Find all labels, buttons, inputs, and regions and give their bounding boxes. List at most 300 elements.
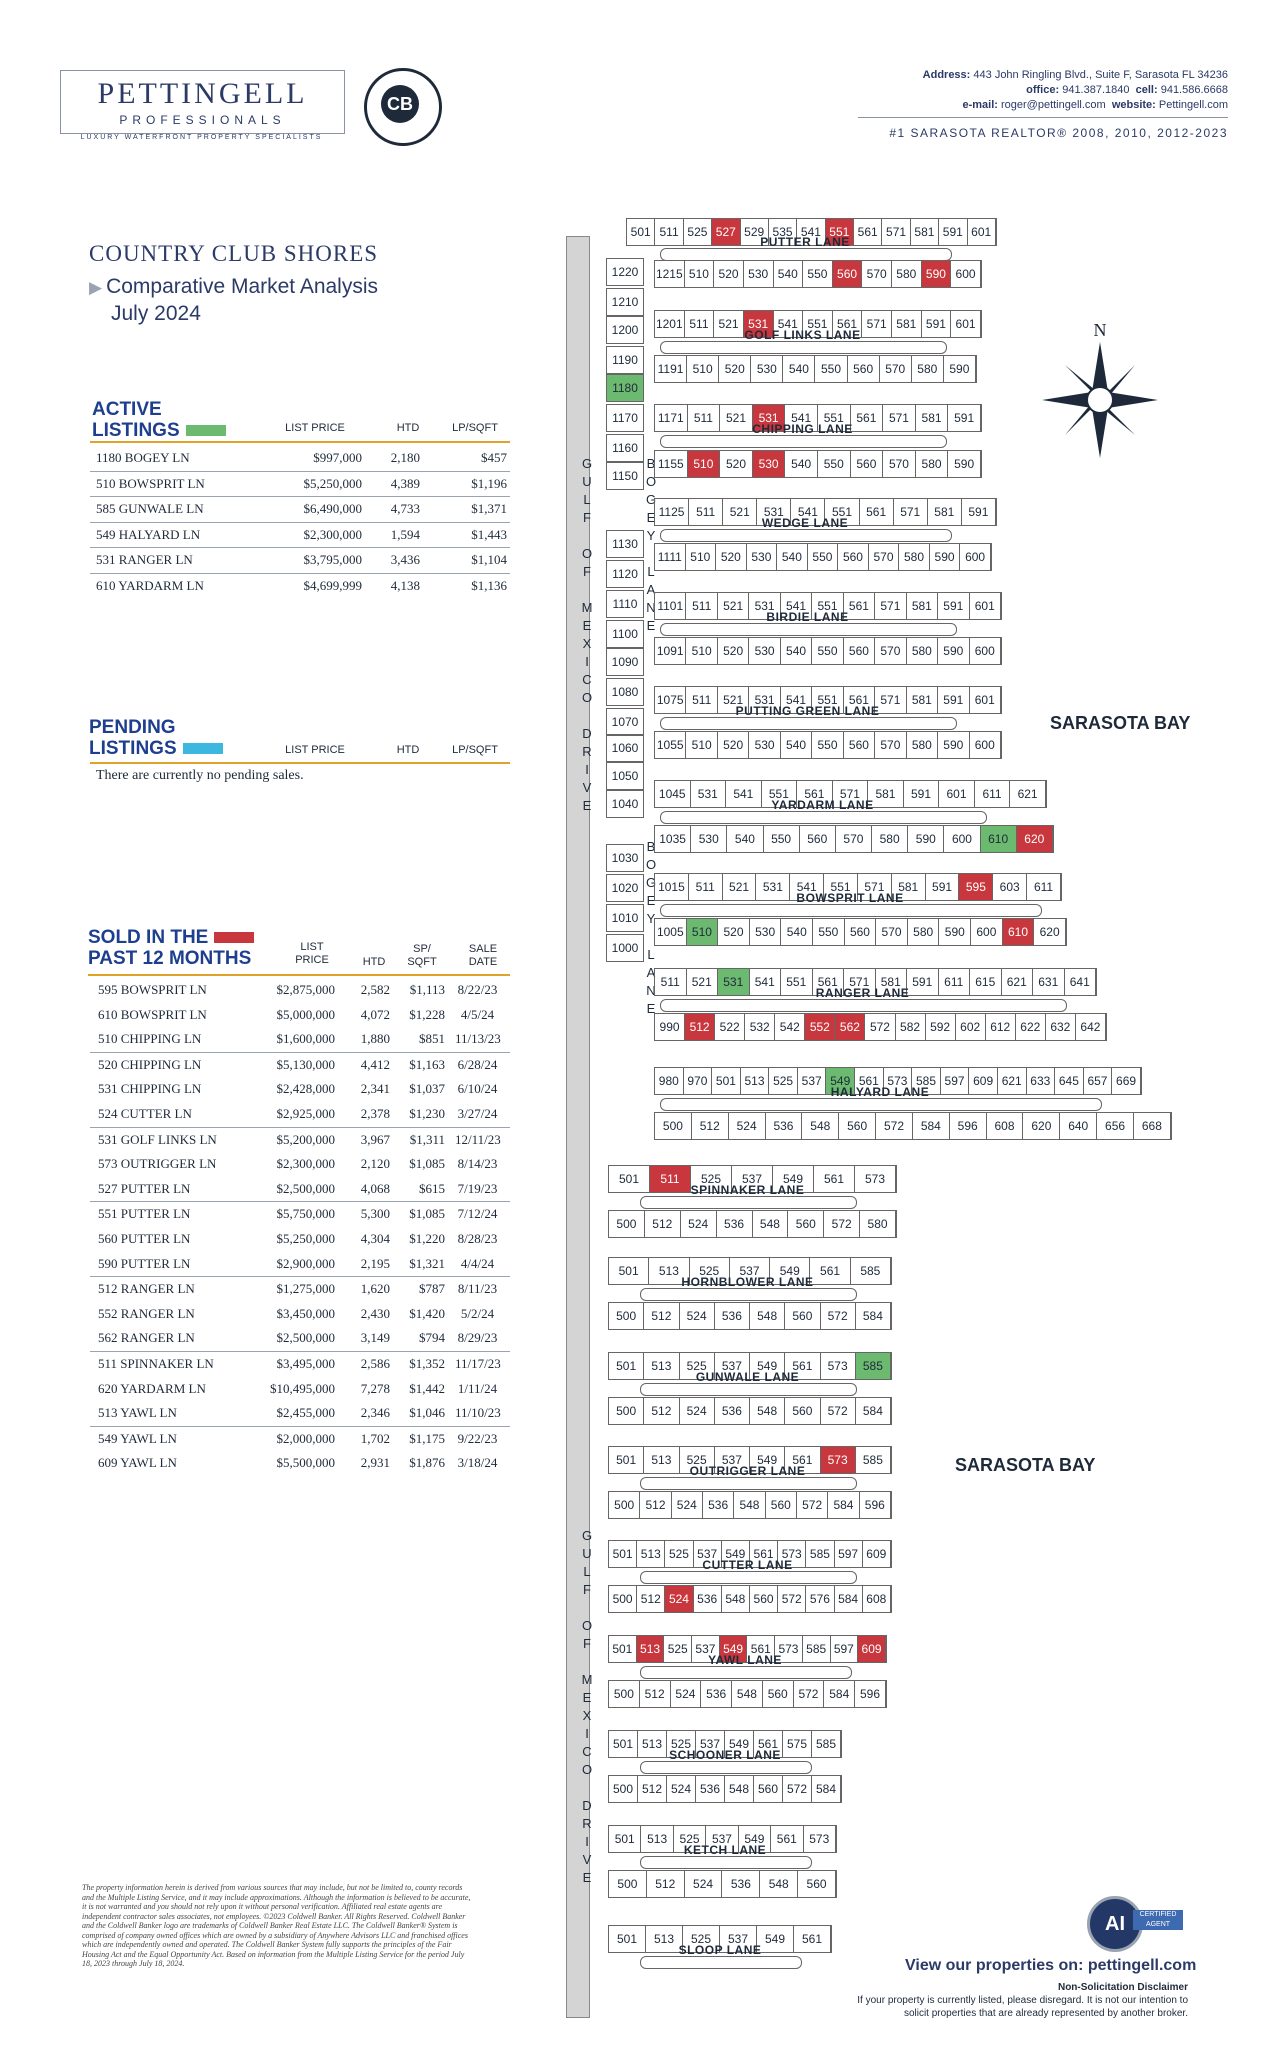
bogey-west-lot[interactable]: 1180: [606, 374, 644, 402]
lot-591[interactable]: 591: [948, 405, 981, 431]
lot-570[interactable]: 570: [862, 261, 892, 287]
lot-573[interactable]: 573: [855, 1166, 896, 1192]
lot-513[interactable]: 513: [637, 1636, 665, 1662]
lot-645[interactable]: 645: [1055, 1068, 1084, 1094]
lot-500[interactable]: 500: [609, 1871, 647, 1897]
lot-525[interactable]: 525: [665, 1541, 693, 1567]
lot-561[interactable]: 561: [794, 1926, 831, 1952]
lot-525[interactable]: 525: [680, 1447, 715, 1473]
lot-551[interactable]: 551: [762, 781, 798, 807]
lot-584[interactable]: 584: [828, 1492, 859, 1518]
lot-621[interactable]: 621: [1002, 969, 1034, 995]
lot-524[interactable]: 524: [665, 1586, 693, 1612]
lot-537[interactable]: 537: [696, 1731, 725, 1757]
lot-591[interactable]: 591: [938, 593, 969, 619]
lot-590[interactable]: 590: [944, 356, 976, 382]
lot-600[interactable]: 600: [951, 261, 981, 287]
lot-580[interactable]: 580: [908, 919, 940, 945]
lot-520[interactable]: 520: [718, 919, 750, 945]
bogey-west-lot[interactable]: 1150: [606, 462, 644, 490]
lot-597[interactable]: 597: [831, 1636, 859, 1662]
lot-541[interactable]: 541: [781, 593, 812, 619]
lot-581[interactable]: 581: [907, 593, 938, 619]
lot-524[interactable]: 524: [680, 1398, 715, 1424]
lot-620[interactable]: 620: [1023, 1113, 1060, 1139]
lot-570[interactable]: 570: [869, 544, 900, 570]
lot-608[interactable]: 608: [987, 1113, 1024, 1139]
lot-541[interactable]: 541: [785, 405, 818, 431]
lot-561[interactable]: 561: [785, 1353, 820, 1379]
lot-541[interactable]: 541: [726, 781, 762, 807]
lot-513[interactable]: 513: [644, 1353, 679, 1379]
lot-513[interactable]: 513: [741, 1068, 770, 1094]
lot-591[interactable]: 591: [922, 311, 952, 337]
lot-610[interactable]: 610: [1003, 919, 1035, 945]
lot-548[interactable]: 548: [753, 1211, 789, 1237]
bogey-west-lot[interactable]: 1090: [606, 648, 644, 676]
lot-571[interactable]: 571: [833, 781, 869, 807]
lot-530[interactable]: 530: [744, 261, 774, 287]
lot-549[interactable]: 549: [757, 1926, 794, 1952]
lot-581[interactable]: 581: [907, 687, 938, 713]
lot-524[interactable]: 524: [680, 1303, 715, 1329]
lot-561[interactable]: 561: [860, 499, 894, 525]
lot-540[interactable]: 540: [774, 261, 804, 287]
lot-657[interactable]: 657: [1084, 1068, 1113, 1094]
lot-580[interactable]: 580: [907, 638, 938, 664]
lot-531[interactable]: 531: [744, 311, 774, 337]
bogey-west-lot[interactable]: 1130: [606, 530, 644, 558]
lot-550[interactable]: 550: [812, 732, 843, 758]
lot-571[interactable]: 571: [882, 219, 910, 245]
lot-640[interactable]: 640: [1060, 1113, 1097, 1139]
lot-541[interactable]: 541: [781, 687, 812, 713]
lot-600[interactable]: 600: [970, 638, 1001, 664]
lot-601[interactable]: 601: [970, 593, 1001, 619]
lot-611[interactable]: 611: [975, 781, 1011, 807]
lot-548[interactable]: 548: [802, 1113, 839, 1139]
lot-537[interactable]: 537: [732, 1166, 773, 1192]
lot-576[interactable]: 576: [806, 1586, 834, 1612]
lot-501[interactable]: 501: [627, 219, 655, 245]
lot-571[interactable]: 571: [844, 969, 876, 995]
lot-540[interactable]: 540: [781, 638, 812, 664]
lot-525[interactable]: 525: [664, 1636, 692, 1662]
lot-602[interactable]: 602: [956, 1014, 986, 1040]
lot-530[interactable]: 530: [749, 638, 780, 664]
lot-1015[interactable]: 1015: [655, 874, 689, 900]
lot-609[interactable]: 609: [969, 1068, 998, 1094]
lot-525[interactable]: 525: [667, 1731, 696, 1757]
lot-561[interactable]: 561: [750, 1541, 778, 1567]
lot-511[interactable]: 511: [650, 1166, 691, 1192]
lot-580[interactable]: 580: [860, 1211, 896, 1237]
lot-512[interactable]: 512: [638, 1776, 667, 1802]
lot-595[interactable]: 595: [959, 874, 993, 900]
lot-582[interactable]: 582: [896, 1014, 926, 1040]
lot-591[interactable]: 591: [938, 687, 969, 713]
lot-561[interactable]: 561: [771, 1826, 803, 1852]
lot-500[interactable]: 500: [609, 1211, 645, 1237]
lot-551[interactable]: 551: [826, 219, 854, 245]
lot-513[interactable]: 513: [649, 1258, 689, 1284]
lot-573[interactable]: 573: [821, 1447, 856, 1473]
lot-530[interactable]: 530: [750, 919, 782, 945]
lot-549[interactable]: 549: [725, 1731, 754, 1757]
lot-1191[interactable]: 1191: [655, 356, 687, 382]
lot-500[interactable]: 500: [609, 1303, 644, 1329]
lot-549[interactable]: 549: [773, 1166, 814, 1192]
lot-560[interactable]: 560: [754, 1776, 783, 1802]
lot-540[interactable]: 540: [781, 732, 812, 758]
lot-536[interactable]: 536: [694, 1586, 722, 1612]
lot-512[interactable]: 512: [644, 1303, 679, 1329]
lot-620[interactable]: 620: [1034, 919, 1066, 945]
lot-525[interactable]: 525: [769, 1068, 798, 1094]
lot-550[interactable]: 550: [812, 638, 843, 664]
lot-571[interactable]: 571: [858, 874, 892, 900]
lot-1155[interactable]: 1155: [655, 451, 688, 477]
lot-551[interactable]: 551: [812, 687, 843, 713]
lot-600[interactable]: 600: [970, 732, 1001, 758]
lot-597[interactable]: 597: [941, 1068, 970, 1094]
lot-1075[interactable]: 1075: [655, 687, 686, 713]
lot-524[interactable]: 524: [667, 1776, 696, 1802]
lot-585[interactable]: 585: [812, 1731, 841, 1757]
lot-536[interactable]: 536: [715, 1398, 750, 1424]
bogey-west-lot[interactable]: 1000: [606, 934, 644, 962]
lot-549[interactable]: 549: [722, 1541, 750, 1567]
lot-531[interactable]: 531: [691, 781, 727, 807]
lot-500[interactable]: 500: [609, 1398, 644, 1424]
lot-537[interactable]: 537: [720, 1926, 757, 1952]
lot-549[interactable]: 549: [750, 1447, 785, 1473]
lot-581[interactable]: 581: [876, 969, 908, 995]
lot-571[interactable]: 571: [883, 405, 916, 431]
lot-531[interactable]: 531: [756, 874, 790, 900]
lot-573[interactable]: 573: [775, 1636, 803, 1662]
lot-572[interactable]: 572: [821, 1303, 856, 1329]
lot-510[interactable]: 510: [686, 732, 717, 758]
lot-581[interactable]: 581: [892, 311, 922, 337]
lot-513[interactable]: 513: [641, 1826, 673, 1852]
lot-580[interactable]: 580: [872, 826, 908, 852]
lot-620[interactable]: 620: [1017, 826, 1053, 852]
lot-591[interactable]: 591: [926, 874, 960, 900]
lot-585[interactable]: 585: [856, 1353, 891, 1379]
lot-541[interactable]: 541: [750, 969, 782, 995]
lot-530[interactable]: 530: [747, 544, 778, 570]
lot-1201[interactable]: 1201: [655, 311, 685, 337]
lot-601[interactable]: 601: [939, 781, 975, 807]
lot-501[interactable]: 501: [609, 1826, 641, 1852]
lot-549[interactable]: 549: [750, 1353, 785, 1379]
lot-541[interactable]: 541: [790, 874, 824, 900]
lot-590[interactable]: 590: [948, 451, 981, 477]
lot-525[interactable]: 525: [684, 219, 712, 245]
lot-501[interactable]: 501: [609, 1258, 649, 1284]
lot-501[interactable]: 501: [609, 1447, 644, 1473]
lot-561[interactable]: 561: [851, 405, 884, 431]
lot-615[interactable]: 615: [970, 969, 1002, 995]
lot-536[interactable]: 536: [717, 1211, 753, 1237]
lot-561[interactable]: 561: [855, 1068, 884, 1094]
lot-548[interactable]: 548: [734, 1492, 765, 1518]
lot-561[interactable]: 561: [844, 593, 875, 619]
lot-585[interactable]: 585: [912, 1068, 941, 1094]
email-link[interactable]: roger@pettingell.com: [1000, 99, 1106, 111]
lot-501[interactable]: 501: [609, 1541, 637, 1567]
lot-511[interactable]: 511: [686, 593, 717, 619]
lot-521[interactable]: 521: [723, 499, 757, 525]
lot-560[interactable]: 560: [845, 919, 877, 945]
bogey-west-lot[interactable]: 1060: [606, 734, 644, 762]
lot-513[interactable]: 513: [646, 1926, 683, 1952]
lot-548[interactable]: 548: [722, 1586, 750, 1612]
lot-540[interactable]: 540: [781, 919, 813, 945]
lot-541[interactable]: 541: [774, 311, 804, 337]
lot-572[interactable]: 572: [783, 1776, 812, 1802]
bogey-west-lot[interactable]: 1210: [606, 288, 644, 316]
lot-560[interactable]: 560: [800, 826, 836, 852]
lot-590[interactable]: 590: [908, 826, 944, 852]
lot-584[interactable]: 584: [824, 1681, 855, 1707]
lot-597[interactable]: 597: [835, 1541, 863, 1567]
lot-573[interactable]: 573: [884, 1068, 913, 1094]
lot-512[interactable]: 512: [685, 1014, 715, 1040]
lot-513[interactable]: 513: [638, 1731, 667, 1757]
lot-500[interactable]: 500: [609, 1681, 640, 1707]
lot-601[interactable]: 601: [970, 687, 1001, 713]
lot-541[interactable]: 541: [791, 499, 825, 525]
lot-521[interactable]: 521: [714, 311, 744, 337]
lot-501[interactable]: 501: [609, 1731, 638, 1757]
lot-527[interactable]: 527: [712, 219, 740, 245]
lot-520[interactable]: 520: [719, 356, 751, 382]
lot-535[interactable]: 535: [769, 219, 797, 245]
lot-540[interactable]: 540: [785, 451, 818, 477]
lot-990[interactable]: 990: [655, 1014, 685, 1040]
lot-596[interactable]: 596: [950, 1113, 987, 1139]
lot-531[interactable]: 531: [749, 687, 780, 713]
lot-584[interactable]: 584: [812, 1776, 841, 1802]
lot-501[interactable]: 501: [609, 1636, 637, 1662]
lot-540[interactable]: 540: [777, 544, 808, 570]
lot-601[interactable]: 601: [951, 311, 981, 337]
lot-560[interactable]: 560: [839, 1113, 876, 1139]
lot-585[interactable]: 585: [803, 1636, 831, 1662]
lot-591[interactable]: 591: [962, 499, 996, 525]
lot-525[interactable]: 525: [680, 1353, 715, 1379]
lot-551[interactable]: 551: [824, 874, 858, 900]
lot-584[interactable]: 584: [856, 1398, 891, 1424]
lot-548[interactable]: 548: [750, 1398, 785, 1424]
lot-500[interactable]: 500: [609, 1776, 638, 1802]
lot-573[interactable]: 573: [804, 1826, 836, 1852]
lot-511[interactable]: 511: [686, 687, 717, 713]
lot-562[interactable]: 562: [835, 1014, 865, 1040]
lot-536[interactable]: 536: [722, 1871, 760, 1897]
lot-560[interactable]: 560: [851, 451, 884, 477]
lot-581[interactable]: 581: [916, 405, 949, 431]
lot-531[interactable]: 531: [749, 593, 780, 619]
lot-572[interactable]: 572: [778, 1586, 806, 1612]
lot-560[interactable]: 560: [785, 1303, 820, 1329]
lot-500[interactable]: 500: [609, 1492, 640, 1518]
lot-1005[interactable]: 1005: [655, 919, 687, 945]
lot-571[interactable]: 571: [862, 311, 892, 337]
lot-621[interactable]: 621: [1010, 781, 1046, 807]
lot-575[interactable]: 575: [783, 1731, 812, 1757]
lot-561[interactable]: 561: [813, 969, 845, 995]
lot-584[interactable]: 584: [856, 1303, 891, 1329]
lot-500[interactable]: 500: [609, 1586, 637, 1612]
lot-540[interactable]: 540: [783, 356, 815, 382]
lot-511[interactable]: 511: [689, 499, 723, 525]
lot-536[interactable]: 536: [715, 1303, 750, 1329]
lot-510[interactable]: 510: [686, 544, 717, 570]
lot-571[interactable]: 571: [875, 687, 906, 713]
lot-1101[interactable]: 1101: [655, 593, 686, 619]
lot-580[interactable]: 580: [899, 544, 930, 570]
lot-1215[interactable]: 1215: [655, 261, 685, 287]
lot-561[interactable]: 561: [747, 1636, 775, 1662]
lot-1111[interactable]: 1111: [655, 544, 686, 570]
lot-521[interactable]: 521: [720, 405, 753, 431]
lot-540[interactable]: 540: [727, 826, 763, 852]
lot-512[interactable]: 512: [647, 1871, 685, 1897]
lot-501[interactable]: 501: [712, 1068, 741, 1094]
lot-580[interactable]: 580: [907, 732, 938, 758]
lot-656[interactable]: 656: [1097, 1113, 1134, 1139]
lot-512[interactable]: 512: [637, 1586, 665, 1612]
lot-561[interactable]: 561: [814, 1166, 855, 1192]
lot-525[interactable]: 525: [690, 1258, 730, 1284]
lot-570[interactable]: 570: [836, 826, 872, 852]
lot-530[interactable]: 530: [749, 732, 780, 758]
lot-560[interactable]: 560: [750, 1586, 778, 1612]
lot-612[interactable]: 612: [986, 1014, 1016, 1040]
lot-592[interactable]: 592: [926, 1014, 956, 1040]
lot-561[interactable]: 561: [797, 781, 833, 807]
lot-581[interactable]: 581: [892, 874, 926, 900]
lot-596[interactable]: 596: [860, 1492, 891, 1518]
lot-570[interactable]: 570: [875, 638, 906, 664]
lot-536[interactable]: 536: [703, 1492, 734, 1518]
lot-537[interactable]: 537: [692, 1636, 720, 1662]
bogey-west-lot[interactable]: 1170: [606, 404, 644, 432]
lot-601[interactable]: 601: [968, 219, 996, 245]
lot-572[interactable]: 572: [876, 1113, 913, 1139]
lot-524[interactable]: 524: [685, 1871, 723, 1897]
lot-641[interactable]: 641: [1065, 969, 1097, 995]
lot-550[interactable]: 550: [803, 261, 833, 287]
lot-561[interactable]: 561: [854, 219, 882, 245]
lot-551[interactable]: 551: [781, 969, 813, 995]
lot-590[interactable]: 590: [938, 732, 969, 758]
bogey-west-lot[interactable]: 1050: [606, 762, 644, 790]
lot-573[interactable]: 573: [778, 1541, 806, 1567]
lot-537[interactable]: 537: [715, 1447, 750, 1473]
lot-548[interactable]: 548: [732, 1681, 763, 1707]
lot-513[interactable]: 513: [644, 1447, 679, 1473]
lot-520[interactable]: 520: [716, 544, 747, 570]
bogey-west-lot[interactable]: 1160: [606, 434, 644, 462]
lot-590[interactable]: 590: [922, 261, 952, 287]
lot-1171[interactable]: 1171: [655, 405, 688, 431]
lot-550[interactable]: 550: [813, 919, 845, 945]
lot-548[interactable]: 548: [725, 1776, 754, 1802]
bogey-west-lot[interactable]: 1190: [606, 346, 644, 374]
lot-1055[interactable]: 1055: [655, 732, 686, 758]
lot-580[interactable]: 580: [892, 261, 922, 287]
lot-551[interactable]: 551: [825, 499, 859, 525]
lot-531[interactable]: 531: [757, 499, 791, 525]
lot-585[interactable]: 585: [856, 1447, 891, 1473]
lot-633[interactable]: 633: [1027, 1068, 1056, 1094]
lot-511[interactable]: 511: [655, 219, 683, 245]
lot-560[interactable]: 560: [833, 261, 863, 287]
lot-510[interactable]: 510: [688, 451, 721, 477]
lot-585[interactable]: 585: [851, 1258, 891, 1284]
lot-573[interactable]: 573: [821, 1353, 856, 1379]
lot-548[interactable]: 548: [750, 1303, 785, 1329]
lot-632[interactable]: 632: [1046, 1014, 1076, 1040]
lot-550[interactable]: 550: [764, 826, 800, 852]
lot-591[interactable]: 591: [939, 219, 967, 245]
lot-510[interactable]: 510: [687, 919, 719, 945]
lot-591[interactable]: 591: [907, 969, 939, 995]
lot-560[interactable]: 560: [763, 1681, 794, 1707]
lot-537[interactable]: 537: [706, 1826, 738, 1852]
lot-590[interactable]: 590: [939, 919, 971, 945]
lot-521[interactable]: 521: [718, 687, 749, 713]
lot-581[interactable]: 581: [911, 219, 939, 245]
lot-511[interactable]: 511: [689, 874, 723, 900]
lot-550[interactable]: 550: [815, 356, 847, 382]
lot-551[interactable]: 551: [812, 593, 843, 619]
lot-511[interactable]: 511: [685, 311, 715, 337]
lot-571[interactable]: 571: [875, 593, 906, 619]
bogey-west-lot[interactable]: 1020: [606, 874, 644, 902]
lot-600[interactable]: 600: [960, 544, 991, 570]
lot-610[interactable]: 610: [981, 826, 1017, 852]
lot-580[interactable]: 580: [916, 451, 949, 477]
lot-560[interactable]: 560: [798, 1871, 836, 1897]
lot-596[interactable]: 596: [855, 1681, 886, 1707]
lot-611[interactable]: 611: [1027, 874, 1061, 900]
lot-669[interactable]: 669: [1112, 1068, 1141, 1094]
lot-560[interactable]: 560: [785, 1398, 820, 1424]
lot-520[interactable]: 520: [718, 638, 749, 664]
lot-536[interactable]: 536: [701, 1681, 732, 1707]
lot-608[interactable]: 608: [863, 1586, 891, 1612]
lot-531[interactable]: 531: [718, 969, 750, 995]
lot-549[interactable]: 549: [720, 1636, 748, 1662]
lot-525[interactable]: 525: [691, 1166, 732, 1192]
lot-521[interactable]: 521: [723, 874, 757, 900]
lot-510[interactable]: 510: [686, 638, 717, 664]
lot-530[interactable]: 530: [753, 451, 786, 477]
lot-561[interactable]: 561: [833, 311, 863, 337]
lot-548[interactable]: 548: [760, 1871, 798, 1897]
lot-524[interactable]: 524: [681, 1211, 717, 1237]
lot-512[interactable]: 512: [692, 1113, 729, 1139]
lot-551[interactable]: 551: [818, 405, 851, 431]
lot-510[interactable]: 510: [685, 261, 715, 287]
lot-511[interactable]: 511: [655, 969, 687, 995]
lot-1035[interactable]: 1035: [655, 826, 691, 852]
